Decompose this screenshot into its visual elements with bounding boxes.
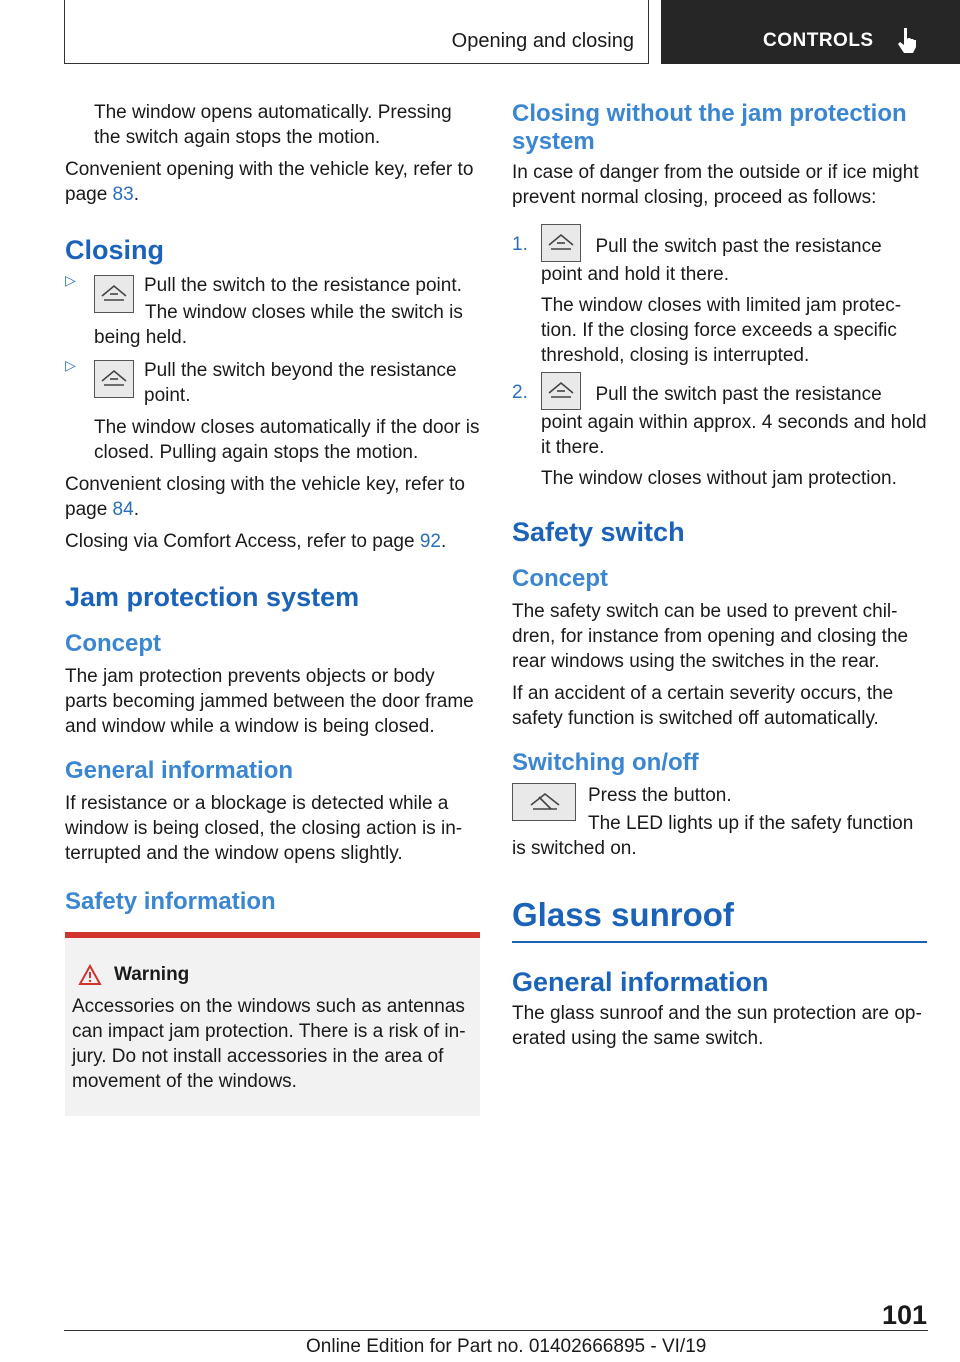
window-switch-icon xyxy=(94,275,134,313)
paragraph: In case of danger from the outside or if ice might prevent normal closing, proceed as follows: xyxy=(512,162,919,208)
step-number: 1. xyxy=(512,234,528,255)
heading-general-information: General information xyxy=(512,967,769,997)
list-item xyxy=(512,382,927,491)
step-subtext: The window closes without jam protection. xyxy=(541,468,897,489)
step-text: Pull the switch past the resistance point again within approx. 4 seconds and hold it there. xyxy=(541,384,927,458)
page-link[interactable]: 84 xyxy=(112,499,134,520)
window-switch-icon xyxy=(541,372,581,410)
bullet-text: Pull the switch beyond the resistance point. xyxy=(144,360,457,406)
header-chapter-title: CONTROLS xyxy=(763,30,874,51)
list-item xyxy=(65,358,480,408)
warning-text: Accessories on the windows such as antennas can impact jam protection. There is a risk of in-jury. Do not install accessories in the area of movement of the windows. xyxy=(72,996,466,1092)
step-subtext: The window closes with limited jam protec-tion. If the closing force exceeds a specific threshold, closing is interrupted. xyxy=(541,295,902,366)
paragraph: The glass sunroof and the sun protection are op-erated using the same switch. xyxy=(512,1003,922,1049)
heading-safety-information: Safety information xyxy=(65,888,276,915)
list-item xyxy=(65,273,480,313)
page-link[interactable]: 92 xyxy=(419,531,441,552)
heading-general-information: General information xyxy=(65,757,294,784)
header-section-title: Opening and closing xyxy=(451,30,634,52)
step-text: Pull the switch past the resistance point and hold it there. xyxy=(541,236,882,285)
triangle-bullet-icon: ▷ xyxy=(65,357,76,373)
heading-switching: Switching on/off xyxy=(512,749,699,776)
paragraph: Convenient closing with the vehicle key, refer to page 84. xyxy=(65,474,465,520)
paragraph: The safety switch can be used to prevent chil-dren, for instance from opening and closing the rear windows using the switches in the rear. xyxy=(512,601,909,672)
left-column xyxy=(65,100,480,1116)
heading-closing: Closing xyxy=(65,235,164,265)
paragraph: Press the button. xyxy=(588,785,732,806)
bullet-text: The window closes while the switch is being held. xyxy=(94,302,463,348)
header-chapter-box xyxy=(661,0,960,64)
paragraph: If resistance or a blockage is detected while a window is being closed, the closing action is in-terrupted and the window opens slightly. xyxy=(65,793,463,864)
heading-jam-protection: Jam protection system xyxy=(65,582,360,612)
bullet-text: The window closes automatically if the door is closed. Pulling again stops the motion. xyxy=(94,417,480,463)
right-column xyxy=(512,100,927,1051)
step-number: 2. xyxy=(512,382,528,403)
heading-concept: Concept xyxy=(65,630,161,657)
paragraph: Convenient opening with the vehicle key, refer to page 83. xyxy=(65,159,474,205)
footer-divider xyxy=(64,1330,928,1331)
list-item xyxy=(512,234,927,368)
safety-switch-icon xyxy=(512,783,576,821)
footer-edition: Online Edition for Part no. 01402666895 - VI/19 xyxy=(306,1336,707,1357)
window-switch-icon xyxy=(94,360,134,398)
page-link[interactable]: 83 xyxy=(112,184,134,205)
bullet-text: Pull the switch to the resistance point. xyxy=(144,275,462,296)
heading-closing-without-jam: Closing without the jam protection system xyxy=(512,100,907,155)
heading-concept: Concept xyxy=(512,565,608,592)
paragraph: The window opens automatically. Pressing the switch again stops the motion. xyxy=(94,102,452,148)
paragraph: If an accident of a certain severity occurs, the safety function is switched off automatically. xyxy=(512,683,894,729)
heading-safety-switch: Safety switch xyxy=(512,517,685,547)
window-switch-icon xyxy=(541,224,581,262)
triangle-bullet-icon: ▷ xyxy=(65,272,76,288)
heading-glass-sunroof: Glass sunroof xyxy=(512,895,927,943)
page-number: 101 xyxy=(882,1300,928,1330)
warning-box xyxy=(65,932,480,1116)
warning-title: Warning xyxy=(72,964,472,986)
paragraph: Closing via Comfort Access, refer to page 92. xyxy=(65,531,447,552)
warning-triangle-icon xyxy=(78,964,102,986)
paragraph: The LED lights up if the safety function is switched on. xyxy=(512,813,914,859)
header-section-box xyxy=(64,0,649,64)
paragraph: The jam protection prevents objects or body parts becoming jammed between the door frame and window while a window is being closed. xyxy=(65,666,474,737)
hand-pointer-icon xyxy=(895,26,919,54)
